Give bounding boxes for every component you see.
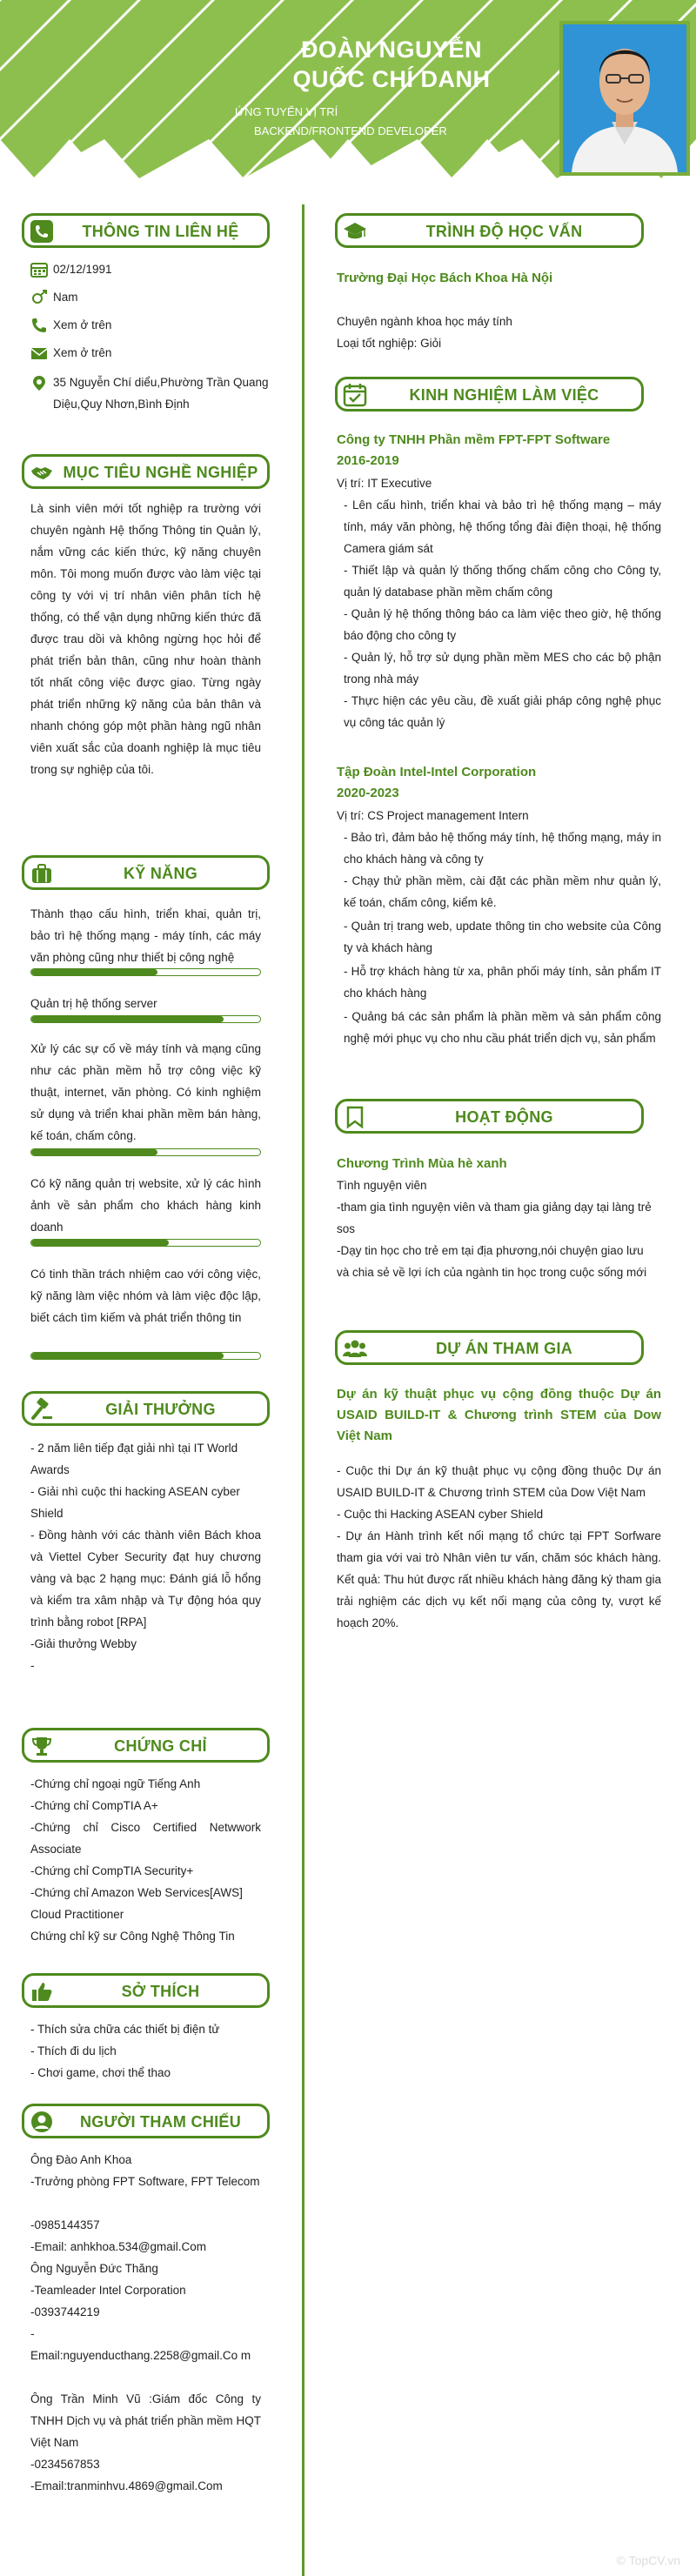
skill-bar-fill-2 xyxy=(31,1016,224,1022)
graduation-cap-icon xyxy=(343,219,367,244)
birthday-row xyxy=(30,258,283,280)
phone-value: Xem ở trên xyxy=(53,318,112,331)
skill-bar-fill-4 xyxy=(31,1240,169,1246)
job-2-role: Vị trí: CS Project management Intern xyxy=(337,809,529,822)
column-divider xyxy=(302,204,304,2576)
contact-section-header xyxy=(22,213,270,248)
projects-title: DỰ ÁN THAM GIA xyxy=(435,1340,573,1357)
award-item-1: - 2 năm liên tiếp đạt giải nhì tại IT World Awards xyxy=(30,1442,238,1476)
phone-box-icon xyxy=(30,219,54,244)
job-1-duty-1: - Lên cấu hình, triển khai và bảo trì hệ thống mạng – máy tính, máy văn phòng, hệ thống tổng đài điện thoại, hệ thống Camera giám sát xyxy=(344,498,661,555)
handshake-icon xyxy=(30,460,54,485)
gender-icon xyxy=(30,290,48,305)
objective-text: Là sinh viên mới tốt nghiệp ra trường với chuyên ngành Hệ thống Thông tin Quản lý, nắm vững các kiến thức, kỹ năng chuyên môn. Tôi mong muốn được vào làm việc tại công ty với vị trí nhân viên phân tích hệ thống, có thể vận dụng những kiến thức đã được trau dồi và không ngừng học hỏi để phát triển bản thân, cũng như hoàn thành tốt nhất công việc được giao. Từng ngày phát triển những kỹ năng của bản thân và nhanh chóng góp một phần hàng ngũ nhân viên xuất sắc của doanh nghiệp là mục tiêu trong sự nghiệp của tôi. xyxy=(30,502,261,776)
reference-line-6: -Teamleader Intel Corporation xyxy=(30,2284,186,2297)
activity-item-1: -tham gia tình nguyện viên và tham gia giảng dạy tại làng trẻ sos xyxy=(337,1201,652,1235)
references-title: NGƯỜI THAM CHIẾU xyxy=(79,2113,242,2131)
job-2-duty-5: - Quảng bá các sản phẩm là phần mềm và sản phẩm công nghệ mới phục vụ cho nhu cầu phát triển dịch vụ, sản phẩm xyxy=(344,1010,661,1045)
gender-row xyxy=(30,286,283,308)
calendar-icon xyxy=(30,262,48,278)
cert-item-5: -Chứng chỉ Amazon Web Services[AWS] Cloud Practitioner xyxy=(30,1886,243,1921)
activity-program: Chương Trình Mùa hè xanh xyxy=(337,1156,507,1171)
job-2-company: Tập Đoàn Intel-Intel Corporation xyxy=(337,765,537,779)
award-item-5: - xyxy=(30,1659,35,1672)
job-2-duty-2: - Chạy thử phần mềm, cài đặt các phần mềm như quản lý, kế toán, chấm công, kiểm kê. xyxy=(344,874,661,909)
reference-line-10: Ông Trần Minh Vũ :Giám đốc Công ty TNHH Dịch vụ và phát triển phần mềm HQT Việt Nam xyxy=(30,2392,261,2449)
skills-title: KỸ NĂNG xyxy=(123,865,198,882)
experience-section-header xyxy=(335,377,644,411)
job-2-duty-1: - Bảo trì, đảm bảo hệ thống máy tính, hệ thống mạng, máy in cho khách hàng và công ty xyxy=(344,831,661,866)
activities-title: HOẠT ĐỘNG xyxy=(455,1108,553,1126)
job-1-company: Công ty TNHH Phần mềm FPT-FPT Software xyxy=(337,432,611,447)
trophy-icon xyxy=(30,1734,54,1758)
thumbs-up-icon xyxy=(30,1979,54,2004)
job-1-duty-3: - Quản lý hệ thống thông báo ca làm việc theo giờ, hệ thống báo động cho công ty xyxy=(344,607,661,642)
portrait-photo xyxy=(563,24,686,172)
skill-bar-fill-1 xyxy=(31,969,157,975)
cert-item-2: -Chứng chỉ CompTIA A+ xyxy=(30,1799,158,1812)
briefcase-icon xyxy=(30,861,54,886)
applied-position xyxy=(235,103,513,141)
objective-section-header xyxy=(22,454,270,489)
reference-line-4: -Email: anhkhoa.534@gmail.Com xyxy=(30,2240,207,2253)
reference-line-5: Ông Nguyễn Đức Thăng xyxy=(30,2262,158,2275)
project-item-2: - Cuộc thi Hacking ASEAN cyber Shield xyxy=(337,1508,544,1521)
bookmark-icon xyxy=(343,1105,367,1129)
reference-line-3: -0985144357 xyxy=(30,2218,100,2231)
cert-item-6: Chứng chỉ kỹ sư Công Nghệ Thông Tin xyxy=(30,1930,235,1943)
job-1-period: 2016-2019 xyxy=(337,453,399,468)
watermark: © TopCV.vn xyxy=(616,2553,680,2567)
job-2-duty-3: - Quản trị trang web, update thông tin cho website của Công ty và khách hàng xyxy=(344,920,661,954)
skills-section-header xyxy=(22,855,270,890)
job-2-duty-4: - Hỗ trợ khách hàng từ xa, phân phối máy tính, sản phẩm IT cho khách hàng xyxy=(344,965,661,1000)
hobbies-section-header xyxy=(22,1973,270,2008)
team-icon xyxy=(343,1336,367,1361)
name-line-2: QUỐC CHÍ DANH xyxy=(292,66,491,92)
skill-bar-4 xyxy=(30,1239,261,1247)
activity-role: Tình nguyện viên xyxy=(337,1179,427,1192)
phone-row xyxy=(30,314,283,336)
birthday-value: 02/12/1991 xyxy=(53,263,112,276)
certs-title: CHỨNG CHỈ xyxy=(114,1737,207,1755)
reference-line-12: -Email:tranminhvu.4869@gmail.Com xyxy=(30,2479,223,2492)
gender-value: Nam xyxy=(53,291,78,304)
job-1-duty-2: - Thiết lập và quản lý thống thống chấm công cho Công ty, quản lý database phần mềm chấm công xyxy=(344,564,661,599)
award-item-2: - Giải nhì cuộc thi hacking ASEAN cyber Shield xyxy=(30,1485,240,1520)
education-section-header xyxy=(335,213,644,248)
skill-bar-1 xyxy=(30,968,261,976)
skill-item-4: Có kỹ năng quản trị website, xử lý các hình ảnh về sản phẩm cho khách hàng kinh doanh xyxy=(30,1177,261,1234)
job-1-duty-4: - Quản lý, hỗ trợ sử dụng phần mềm MES cho các bộ phận trong nhà máy xyxy=(344,651,661,686)
reference-line-9: Email:nguyenducthang.2258@gmail.Co m xyxy=(30,2349,251,2362)
position-value: BACKEND/FRONTEND DEVELOPER xyxy=(254,124,447,137)
skill-bar-2 xyxy=(30,1015,261,1023)
avatar xyxy=(559,21,690,176)
project-heading: Dự án kỹ thuật phục vụ cộng đồng thuộc Dự án USAID BUILD-IT & Chương trình STEM của Dow Việt Nam xyxy=(337,1387,661,1443)
skill-item-2: Quản trị hệ thống server xyxy=(30,997,157,1010)
skill-item-1: Thành thạo cấu hình, triển khai, quản trị, bảo trì hệ thống mạng - máy tính, các máy văn phòng cũng như thiết bị công nghệ xyxy=(30,907,261,964)
reference-line-11: -0234567853 xyxy=(30,2458,100,2471)
header-banner xyxy=(0,0,696,204)
project-item-3: - Dự án Hành trình kết nối mạng tổ chức tại FPT Sorfware tham gia với vai trò Nhân viên tư vấn, chăm sóc khách hàng. Kết quả: Thu hút được rất nhiều khách hàng đăng ký tham gia trải nghiệm các dịch vụ kết nối mạng của công ty, vượt kế hoạch 20%. xyxy=(337,1529,661,1629)
award-item-3: - Đồng hành với các thành viên Bách khoa và Viettel Cyber Security đạt huy chương vàng và bạc 2 hạng mục: Đánh giá lỗ hổng và kiểm tra xâm nhập và Tự động hóa quy trình bằng robot [RPA] xyxy=(30,1529,261,1629)
projects-section-header xyxy=(335,1330,644,1365)
education-title: TRÌNH ĐỘ HỌC VẤN xyxy=(425,223,583,240)
awards-title: GIẢI THƯỞNG xyxy=(105,1401,216,1418)
hobby-item-1: - Thích sửa chữa các thiết bị điện tử xyxy=(30,2023,220,2036)
phone-icon xyxy=(30,318,48,333)
skill-bar-fill-5 xyxy=(31,1353,224,1359)
address-row xyxy=(30,371,283,415)
gavel-icon xyxy=(30,1397,54,1422)
reference-line-1: Ông Đào Anh Khoa xyxy=(30,2153,132,2166)
contact-title: THÔNG TIN LIÊN HỆ xyxy=(82,223,239,240)
award-item-4: -Giải thưởng Webby xyxy=(30,1637,137,1650)
email-row xyxy=(30,342,283,364)
hobby-item-3: - Chơi game, chơi thể thao xyxy=(30,2066,171,2079)
reference-line-8: - xyxy=(30,2327,35,2340)
major: Chuyên ngành khoa học máy tính xyxy=(337,315,512,328)
name-line-1: ĐOÀN NGUYỄN xyxy=(300,37,482,63)
awards-section-header xyxy=(22,1391,270,1426)
position-label: ỨNG TUYỂN VỊ TRÍ xyxy=(235,105,338,118)
cert-item-1: -Chứng chỉ ngoại ngữ Tiếng Anh xyxy=(30,1777,201,1790)
cert-item-3: -Chứng chỉ Cisco Certified Netwwork Associate xyxy=(30,1821,261,1856)
activities-section-header xyxy=(335,1099,644,1134)
skill-bar-3 xyxy=(30,1148,261,1156)
certs-section-header xyxy=(22,1728,270,1763)
location-pin-icon xyxy=(30,375,48,391)
user-circle-icon xyxy=(30,2110,54,2134)
reference-line-7: -0393744219 xyxy=(30,2305,100,2318)
skill-bar-5 xyxy=(30,1352,261,1360)
job-1-duty-5: - Thực hiện các yêu cầu, đề xuất giải pháp công nghệ phục vụ công tác quản lý xyxy=(344,694,661,729)
job-2-period: 2020-2023 xyxy=(337,786,399,800)
activity-item-2: -Dạy tin học cho trẻ em tại địa phương,nói chuyện giao lưu và chia sẻ về lợi ích của ngành tin học trong cuộc sống mới xyxy=(337,1244,647,1279)
candidate-name xyxy=(235,35,548,94)
email-value: Xem ở trên xyxy=(53,346,112,359)
address-line-2: Diệu,Quy Nhơn,Bình Định xyxy=(53,398,190,411)
objective-title: MỤC TIÊU NGHỀ NGHIỆP xyxy=(63,464,258,481)
address-line-1: 35 Nguyễn Chí diểu,Phường Trần Quang xyxy=(53,376,269,389)
skill-item-3: Xử lý các sự cố về máy tính và mạng cũng như các phần mềm hỗ trợ công việc kỹ thuật, internet, văn phòng. Có kinh nghiệm sử dụng và triển khai phần mềm bán hàng, kế toán, chấm công. xyxy=(30,1042,261,1142)
cert-item-4: -Chứng chỉ CompTIA Security+ xyxy=(30,1864,194,1877)
hobbies-title: SỞ THÍCH xyxy=(121,1983,200,2000)
project-item-1: - Cuộc thi Dự án kỹ thuật phục vụ cộng đồng thuộc Dự án USAID BUILD-IT & Chương trình STEM của Dow Việt Nam xyxy=(337,1464,661,1499)
graduation-grade: Loại tốt nghiệp: Giỏi xyxy=(337,337,442,350)
job-1-role: Vị trí: IT Executive xyxy=(337,477,432,490)
references-section-header xyxy=(22,2104,270,2138)
reference-line-2: -Trưởng phòng FPT Software, FPT Telecom xyxy=(30,2175,260,2188)
hobby-item-2: - Thích đi du lịch xyxy=(30,2044,117,2057)
school-name: Trường Đại Học Bách Khoa Hà Nội xyxy=(337,271,553,285)
skill-bar-fill-3 xyxy=(31,1149,157,1155)
envelope-icon xyxy=(30,345,48,361)
skill-item-5: Có tinh thần trách nhiệm cao với công việc, kỹ năng làm việc nhóm và làm việc độc lập, biết cách tìm kiếm và phát triển thông tin xyxy=(30,1268,261,1324)
experience-title: KINH NGHIỆM LÀM VIỆC xyxy=(409,386,599,404)
calendar-check-icon xyxy=(343,383,367,407)
